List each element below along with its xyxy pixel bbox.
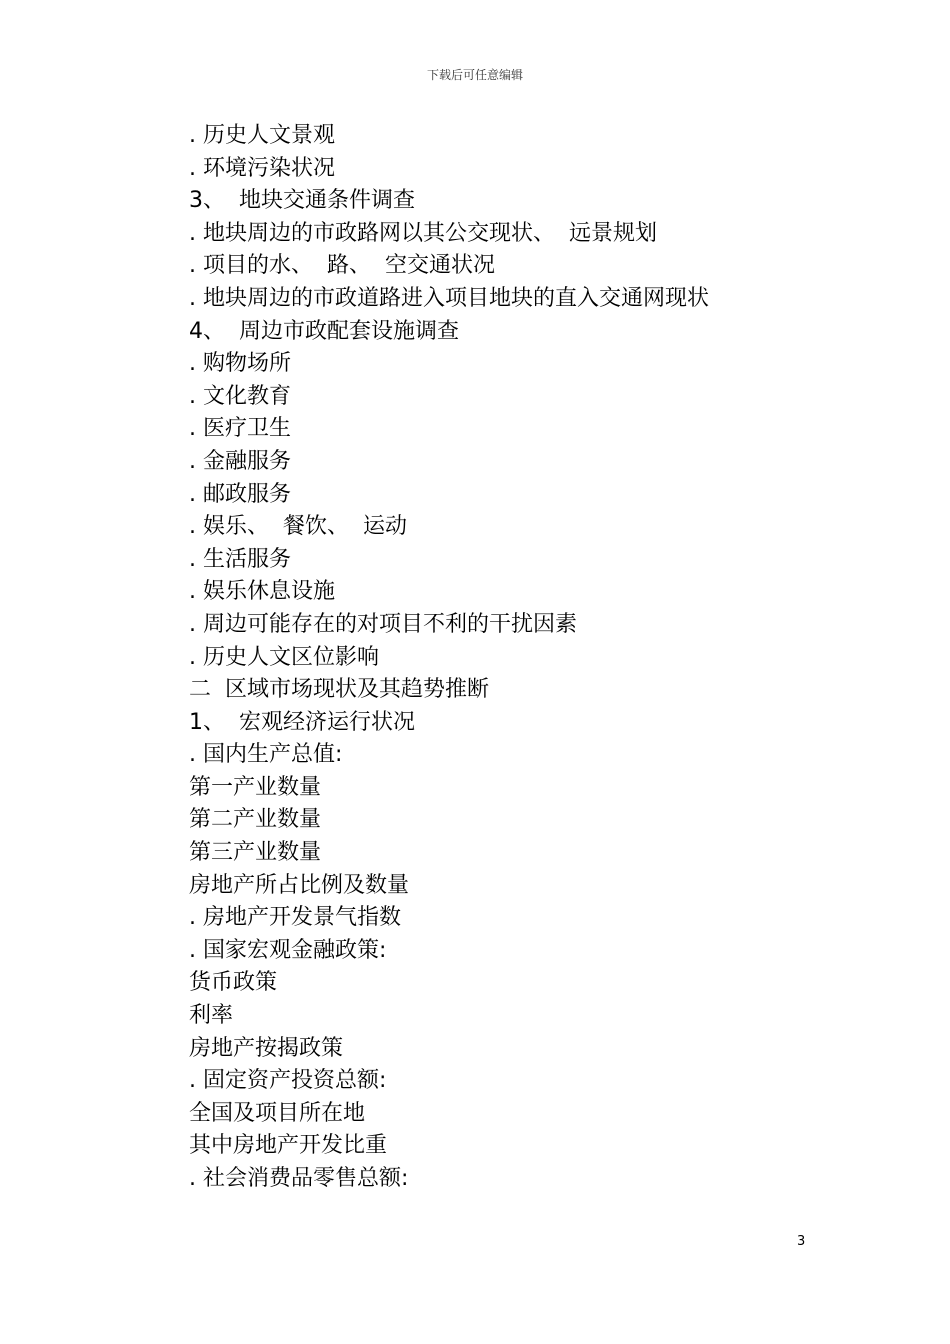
text-line: 房地产所占比例及数量	[189, 872, 410, 898]
text-line: . 生活服务	[189, 546, 291, 572]
section-heading: 1、 宏观经济运行状况	[189, 709, 415, 735]
section-heading: 3、 地块交通条件调查	[189, 188, 415, 214]
text-line: . 国内生产总值:	[189, 742, 343, 768]
text-line: . 周边可能存在的对项目不利的干扰因素	[189, 611, 577, 637]
text-line: 利率	[189, 1003, 234, 1029]
text-line: . 金融服务	[189, 448, 291, 474]
text-line: . 国家宏观金融政策:	[189, 937, 387, 963]
text-line: . 地块周边的市政道路进入项目地块的直入交通网现状	[189, 285, 709, 311]
text-line: . 社会消费品零售总额:	[189, 1166, 409, 1191]
text-line: . 邮政服务	[189, 481, 291, 507]
text-line: 全国及项目所在地	[189, 1100, 366, 1126]
section-heading: 4、 周边市政配套设施调查	[189, 318, 459, 344]
text-line: . 固定资产投资总额:	[189, 1068, 387, 1094]
text-line: . 地块周边的市政路网以其公交现状、 远景规划	[189, 220, 657, 246]
text-line: . 项目的水、 路、 空交通状况	[189, 253, 495, 279]
page-header: 下载后可任意编辑	[426, 68, 523, 82]
text-line: . 娱乐、 餐饮、 运动	[189, 514, 407, 540]
document-body	[189, 120, 829, 1196]
text-line: 其中房地产开发比重	[189, 1133, 388, 1159]
text-line: 房地产按揭政策	[189, 1035, 344, 1061]
text-line: . 房地产开发景气指数	[189, 905, 401, 931]
text-line: . 历史人文区位影响	[189, 644, 379, 670]
text-line: 第一产业数量	[189, 774, 322, 800]
text-line: 第三产业数量	[189, 840, 322, 866]
text-line: . 历史人文景观	[189, 123, 335, 148]
text-line: 货币政策	[189, 970, 278, 996]
text-line: . 购物场所	[189, 351, 291, 377]
page-number: 3	[797, 1234, 806, 1249]
text-line: . 文化教育	[189, 383, 291, 409]
text-line: . 娱乐休息设施	[189, 579, 335, 605]
text-line: 第二产业数量	[189, 807, 322, 833]
chapter-heading: 二 区域市场现状及其趋势推断	[189, 677, 489, 703]
text-line: . 环境污染状况	[189, 155, 335, 181]
text-line: . 医疗卫生	[189, 416, 291, 442]
